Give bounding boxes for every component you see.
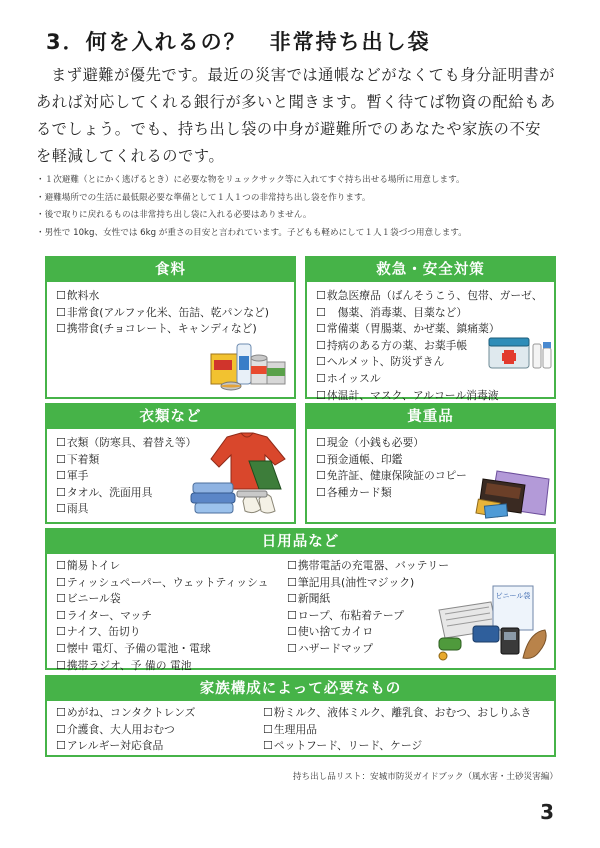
list-item: ☐ 傷薬、消毒薬、目薬など） <box>316 305 543 322</box>
list-item: ☐ ナイフ、缶切り <box>56 624 268 641</box>
note-item: ・男性で 10kg、女性では 6kg が重さの目安と言われています。子どもも軽めにして１人１袋づつ用意します。 <box>36 227 467 238</box>
section-clothing <box>45 403 296 524</box>
list-item: ☐ 新聞紙 <box>287 591 449 608</box>
list-item: ☐ ティッシュペーパー、ウェットティッシュ <box>56 575 268 592</box>
clothing-list <box>56 435 196 518</box>
list-item: ☐ 常備薬（胃腸薬、かぜ薬、鎮痛薬） <box>316 321 543 338</box>
list-item: ☐ 現金（小銭も必要） <box>316 435 467 452</box>
list-item: ☐ ビニール袋 <box>56 591 268 608</box>
family-list-right <box>263 705 531 755</box>
section-food-title: 食料 <box>47 258 294 282</box>
section-daily <box>45 528 556 670</box>
note-item: ・避難場所での生活に最低限必要な準備として１人１つの非常持ち出し袋を作ります。 <box>36 192 371 203</box>
page-number: 3 <box>540 800 554 824</box>
page-title: 3．何を入れるの？ 非常持ち出し袋 <box>46 30 431 54</box>
list-item: ☐ 懐中 電灯、予備の電池・電球 <box>56 641 268 658</box>
list-item: ☐ 下着類 <box>56 452 196 469</box>
list-item: ☐ ホイッスル <box>316 371 543 388</box>
lead-text: まず避難が優先です。最近の災害では通帳などがなくても身分証明書があれば対応してくれる銀行が多いと聞きます。暫く待てば物資の配給もあるでしょう。でも、持ち出し袋の中身が避難所でのあなたや家族の不安を軽減してくれるのです。 <box>36 66 556 165</box>
section-valuables-title: 貴重品 <box>307 405 554 429</box>
section-valuables <box>305 403 556 524</box>
valuables-list <box>316 435 467 501</box>
list-item: ☐ ヘルメット、防災ずきん <box>316 354 543 371</box>
daily-goods-icon <box>433 580 553 664</box>
daily-list-left <box>56 558 268 674</box>
list-item: ☐ タオル、洗面用具 <box>56 485 196 502</box>
section-clothing-title: 衣類など <box>47 405 294 429</box>
list-item: ☐ 衣類（防寒具、着替え等） <box>56 435 196 452</box>
section-family-title: 家族構成によって必要なもの <box>47 677 554 701</box>
notes-list <box>36 172 576 242</box>
list-item: ☐ めがね、コンタクトレンズ <box>56 705 195 722</box>
list-item: ☐ ロープ、布粘着テープ <box>287 608 449 625</box>
list-item: ☐ 携帯ラジオ、予 備の 電池 <box>56 658 268 675</box>
section-daily-title: 日用品など <box>47 530 554 554</box>
list-item: ☐ 生理用品 <box>263 722 531 739</box>
list-item: ☐ 軍手 <box>56 468 196 485</box>
list-item: ☐ 体温計、マスク、アルコール消毒液 <box>316 388 543 405</box>
list-item: ☐ 携帯電話の充電器、バッテリー <box>287 558 449 575</box>
list-item: ☐ ライター、マッチ <box>56 608 268 625</box>
source-credit: 持ち出し品リスト：安城市防災ガイドブック（風水害・土砂災害編） <box>292 772 558 782</box>
list-item: ☐ 各種カード類 <box>316 485 467 502</box>
list-item: ☐ ペットフード、リード、ケージ <box>263 738 531 755</box>
plastic-bag-label: ビニール袋 <box>495 592 531 600</box>
first-aid-kit-icon <box>485 328 555 374</box>
clothes-icon <box>187 431 293 521</box>
list-item: ☐ 雨具 <box>56 501 196 518</box>
list-item: ☐ アレルギー対応食品 <box>56 738 195 755</box>
list-item: ☐ 持病のある方の薬、お薬手帳 <box>316 338 543 355</box>
list-item: ☐ 非常食(アルファ化米、缶詰、乾パンなど) <box>56 305 269 322</box>
list-item: ☐ 筆記用具(油性マジック) <box>287 575 449 592</box>
section-family <box>45 675 556 757</box>
section-emergency-title: 救急・安全対策 <box>307 258 554 282</box>
list-item: ☐ 粉ミルク、液体ミルク、離乳食、おむつ、おしりふき <box>263 705 531 722</box>
food-cans-icon <box>207 330 291 394</box>
list-item: ☐ 介護食、大人用おむつ <box>56 722 195 739</box>
list-item: ☐ 預金通帳、印鑑 <box>316 452 467 469</box>
list-item: ☐ 簡易トイレ <box>56 558 268 575</box>
lead-paragraph <box>36 62 556 170</box>
list-item: ☐ 救急医療品（ばんそうこう、包帯、ガーゼ、 <box>316 288 543 305</box>
note-item: ・後で取りに戻れるものは非常持ち出し袋に入れる必要はありません。 <box>36 210 312 220</box>
daily-list-right <box>287 558 449 658</box>
list-item: ☐ ハザードマップ <box>287 641 449 658</box>
note-item: ・１次避難（とにかく逃げるとき）に必要な物をリュックサック等に入れてすぐ持ち出せる場所に用意します。 <box>36 175 465 185</box>
section-emergency <box>305 256 556 402</box>
family-list-left <box>56 705 195 755</box>
list-item: ☐ 使い捨てカイロ <box>287 624 449 641</box>
section-food <box>45 256 296 399</box>
list-item: ☐ 携帯食(チョコレート、キャンディなど) <box>56 321 269 338</box>
wallet-cards-icon <box>475 465 555 519</box>
list-item: ☐ 飲料水 <box>56 288 269 305</box>
list-item: ☐ 免許証、健康保険証のコピー <box>316 468 467 485</box>
